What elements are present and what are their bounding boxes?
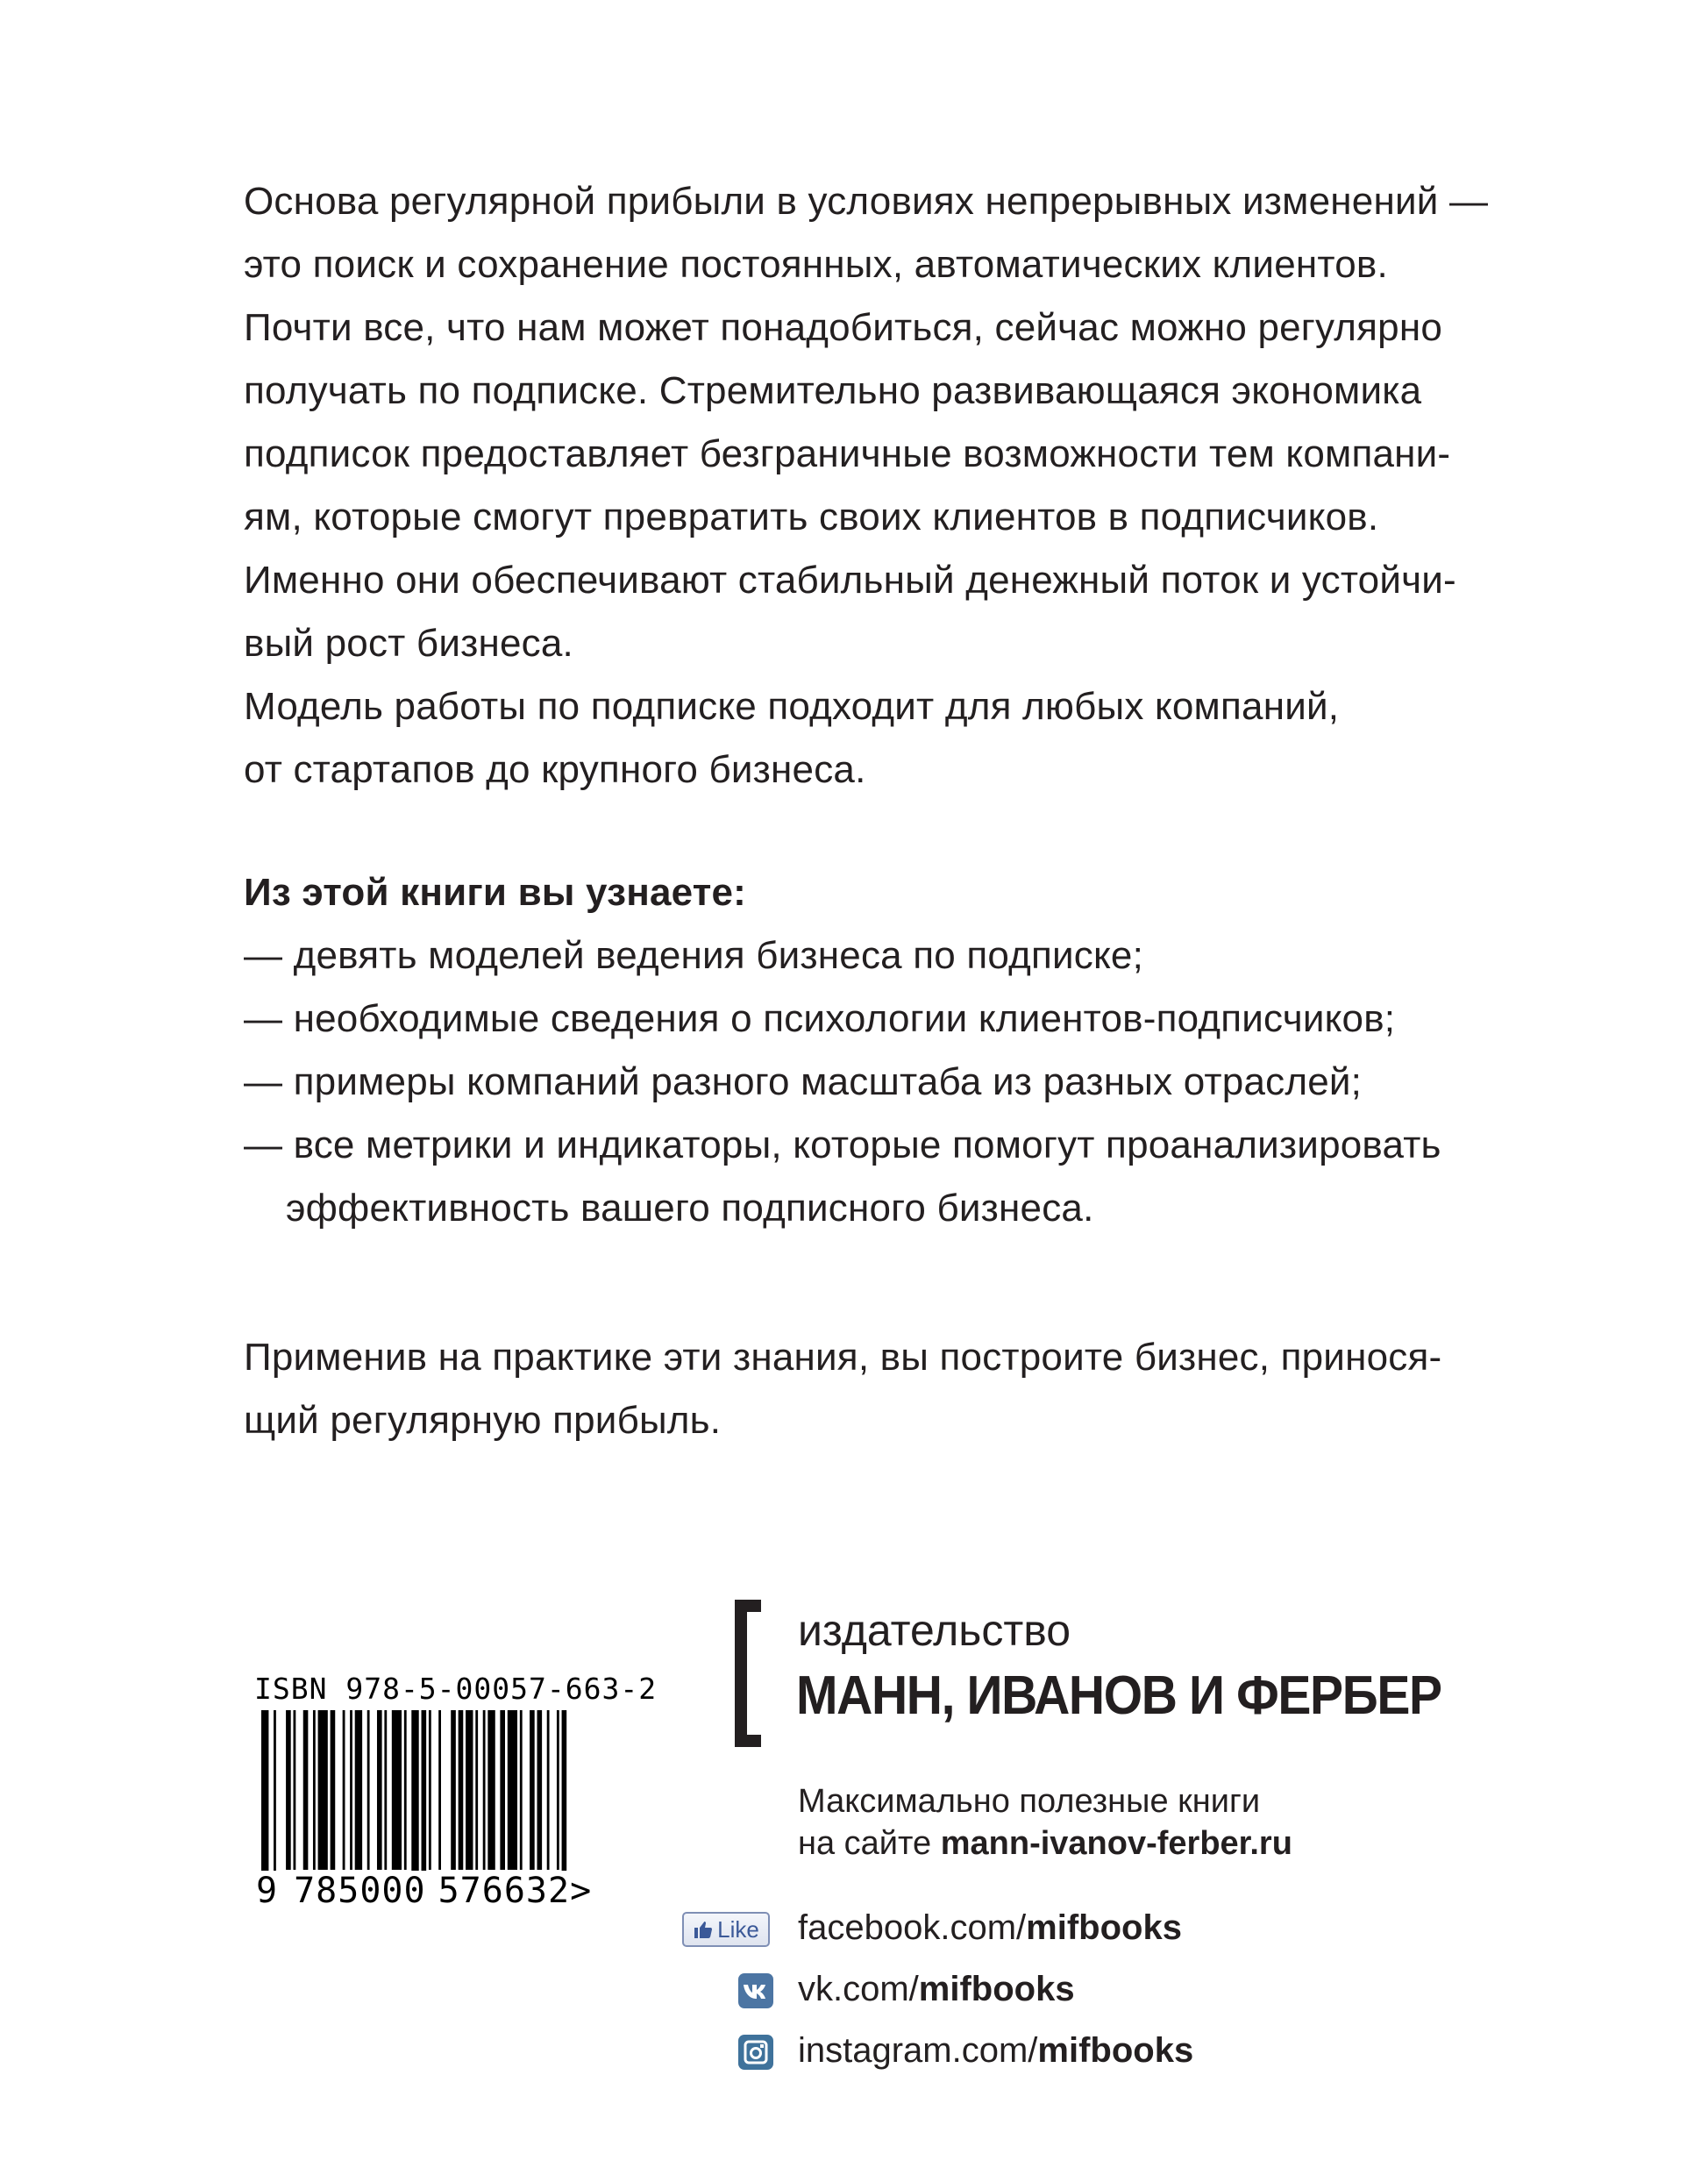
barcode-bar [438,1710,441,1870]
publisher-site-link[interactable]: mann-ivanov-ferber.ru [940,1825,1292,1862]
barcode-bar [475,1710,478,1870]
like-label: Like [717,1915,759,1943]
instagram-prefix: instagram.com/ [798,2031,1038,2070]
barcode-bar [557,1710,559,1870]
closing-line: Применив на практике эти знания, вы построите бизнес, принося- [244,1336,1442,1379]
barcode-bar [384,1710,387,1870]
barcode-bar [508,1710,517,1870]
vk-link[interactable] [798,1970,1075,2009]
description-line: Именно они обеспечивают стабильный денежный поток и устойчи- [244,559,1456,602]
vk-prefix: vk.com/ [798,1970,919,2008]
barcode-bar [537,1710,543,1870]
barcode-bar [355,1710,362,1870]
barcode-bar [411,1710,418,1896]
barcode-bar [313,1710,316,1870]
bullet-item: — необходимые сведения о психологии клиентов-подписчиков; [244,997,1396,1040]
barcode-bar [261,1710,268,1896]
tagline-line2 [798,1822,1292,1865]
barcode-first-digit: 9 [256,1871,279,1911]
instagram-icon [738,2035,773,2070]
barcode-digits [256,1871,592,1911]
description-line: Модель работы по подписке подходит для любых компаний, [244,685,1340,728]
barcode-bar [331,1710,336,1870]
facebook-prefix: facebook.com/ [798,1908,1027,1947]
barcode-bar [392,1710,402,1870]
barcode-bar [377,1710,382,1870]
barcode-bar [466,1710,473,1870]
barcode-bar [367,1710,370,1870]
barcode-bar [520,1710,523,1870]
description-line: вый рост бизнеса. [244,622,573,665]
barcode-bar [487,1710,495,1870]
barcode-bar [318,1710,328,1870]
barcode-bar [350,1710,352,1870]
instagram-handle: mifbooks [1037,2031,1194,2070]
bullet-item: — все метрики и индикаторы, которые помогут проанализировать [244,1123,1441,1166]
description-line: получать по подписке. Стремительно развивающаяся экономика [244,369,1422,412]
barcode-bar [459,1710,464,1870]
vk-handle: mifbooks [918,1970,1075,2008]
learn-heading: Из этой книги вы узнаете: [244,871,747,914]
barcode-group2: 576632 [438,1871,571,1911]
facebook-handle: mifbooks [1026,1908,1182,1947]
barcode-bar [547,1710,550,1870]
closing-line: щий регулярную прибыль. [244,1399,722,1442]
barcode-bar [451,1710,456,1870]
vk-icon [738,1973,773,2008]
barcode-bar [500,1710,505,1870]
publisher-name: МАНН, ИВАНОВ И ФЕРБЕР [796,1665,1441,1726]
bullet-item-continuation: эффективность вашего подписного бизнеса. [286,1187,1094,1230]
instagram-link[interactable] [798,2031,1193,2071]
tagline-prefix: на сайте [798,1825,941,1862]
description-line: это поиск и сохранение постоянных, автоматических клиентов. [244,243,1388,286]
thumbs-up-icon [693,1919,714,1940]
isbn-label: ISBN 978-5-00057-663-2 [254,1672,658,1706]
barcode-end-marker: > [570,1871,593,1911]
barcode-bar [422,1710,427,1896]
description-line: от стартапов до крупного бизнеса. [244,748,866,791]
barcode-bar [530,1710,535,1870]
barcode-bar [274,1710,276,1896]
barcode-bar [483,1710,486,1870]
barcode-bar [294,1710,296,1870]
bullet-item: — примеры компаний разного масштаба из разных отраслей; [244,1060,1363,1103]
description-line: ям, которые смогут превратить своих клиентов в подписчиков. [244,496,1379,538]
tagline-line1: Максимально полезные книги [798,1783,1261,1820]
publisher-label: издательство [798,1606,1071,1655]
facebook-like-button[interactable] [682,1912,770,1947]
back-cover-description [244,170,1506,1452]
description-line: Почти все, что нам может понадобиться, сейчас можно регулярно [244,306,1443,349]
barcode-bar [429,1710,431,1870]
description-line: Основа регулярной прибыли в условиях непрерывных изменений — [244,180,1489,223]
bullet-item: — девять моделей ведения бизнеса по подписке; [244,934,1144,977]
barcode-bar [404,1710,407,1870]
publisher-tagline [798,1780,1292,1865]
facebook-link[interactable] [798,1908,1182,1948]
barcode-group1: 785000 [294,1871,426,1911]
barcode-bar [562,1710,567,1896]
description-line: подписок предоставляет безграничные возможности тем компани- [244,432,1451,475]
barcode-bar [286,1710,291,1870]
publisher-bracket [735,1600,761,1747]
barcode-bar [343,1710,345,1870]
barcode-bar [303,1710,309,1870]
